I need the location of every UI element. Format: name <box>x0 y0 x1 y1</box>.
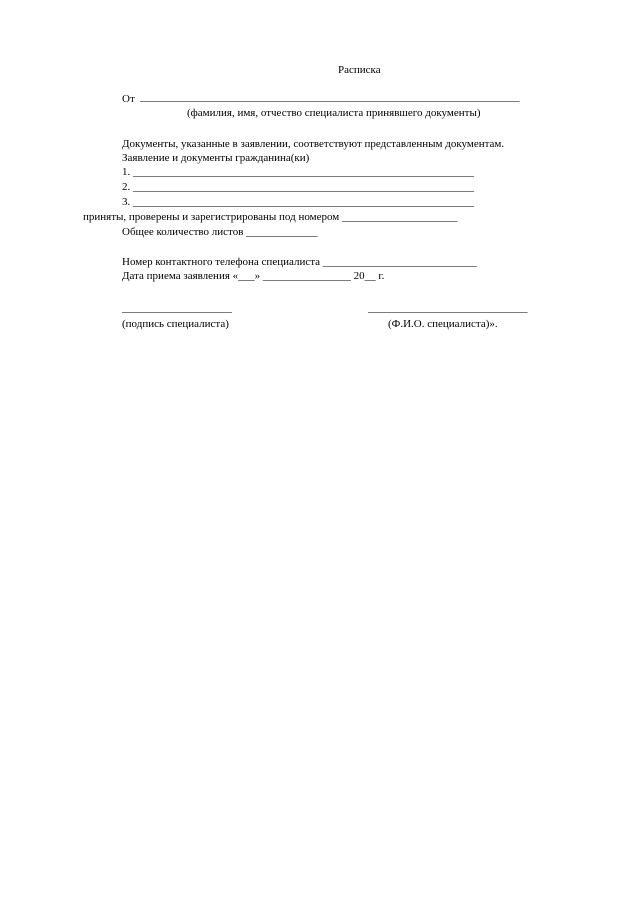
date-line: Дата приема заявления «___» ________________ 20__ г. <box>122 270 385 282</box>
receipt-title: Расписка <box>338 64 381 76</box>
list-item: 1. ______________________________________________________________ <box>122 166 474 178</box>
signature-caption: (подпись специалиста) <box>122 318 229 330</box>
application-header: Заявление и документы гражданина(ки) <box>122 152 310 164</box>
fio-blank: _____________________________ <box>368 302 528 314</box>
registered-line: приняты, проверены и зарегистрированы под номером _____________________ <box>83 211 458 223</box>
from-blank: _____________________________________________________________________ <box>140 91 520 103</box>
list-item: 3. ______________________________________________________________ <box>122 196 474 208</box>
phone-line: Номер контактного телефона специалиста ____________________________ <box>122 256 477 268</box>
signature-blank: ____________________ <box>122 302 232 314</box>
total-sheets-line: Общее количество листов _____________ <box>122 226 318 238</box>
list-item: 2. ______________________________________________________________ <box>122 181 474 193</box>
fio-caption: (Ф.И.О. специалиста)». <box>388 318 498 330</box>
from-caption: (фамилия, имя, отчество специалиста принявшего документы) <box>187 107 481 119</box>
from-label: От <box>122 93 135 105</box>
documents-match-text: Документы, указанные в заявлении, соответствуют представленным документам. <box>122 138 505 150</box>
